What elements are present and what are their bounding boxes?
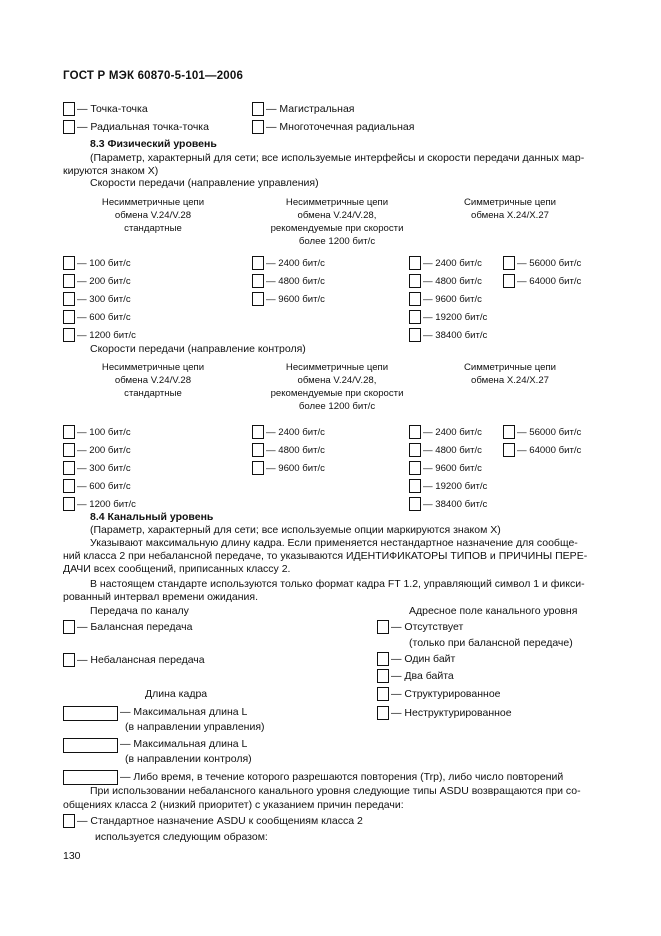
link-p2-line1: В настоящем стандарте используются только формат кадра FT 1.2, управляющий символ 1 и фикси- xyxy=(90,578,585,590)
ctrl-600-label: — 600 бит/с xyxy=(77,312,131,323)
col2-header-line3: рекомендуемые при скорости xyxy=(270,223,404,234)
ctrl-100-checkbox[interactable] xyxy=(63,256,75,270)
mon-rec-2400-checkbox[interactable] xyxy=(252,425,264,439)
mon-sym-2400-checkbox[interactable] xyxy=(409,425,421,439)
ctrl-sym-64000-checkbox[interactable] xyxy=(503,274,515,288)
unbalanced-checkbox[interactable] xyxy=(63,653,75,667)
ctrl-sym-9600-label: — 9600 бит/с xyxy=(423,294,482,305)
link-p1-line1: Указывают максимальную длину кадра. Если применяется нестандартное назначение для сообще- xyxy=(90,537,578,549)
ctrl-rec-2400-label: — 2400 бит/с xyxy=(266,258,325,269)
mon-sym-56000-label: — 56000 бит/с xyxy=(517,427,582,438)
mon-sym-9600-checkbox[interactable] xyxy=(409,461,421,475)
mon-600-label: — 600 бит/с xyxy=(77,481,131,492)
max-length-control-label: — Максимальная длина L xyxy=(120,706,248,718)
link-p1-line2: ний класса 2 при небалансной передаче, то указываются ИДЕНТИФИКАТОРЫ ТИПОВ и ПРИЧИНЫ ПЕРЕ- xyxy=(63,550,588,562)
std-assignment-note: используется следующим образом: xyxy=(95,831,268,843)
col1b-header-line3: стандартные xyxy=(124,388,182,399)
ctrl-rec-9600-checkbox[interactable] xyxy=(252,292,264,306)
col2b-header-line3: рекомендуемые при скорости xyxy=(270,388,404,399)
ctrl-200-label: — 200 бит/с xyxy=(77,276,131,287)
mon-sym-64000-label: — 64000 бит/с xyxy=(517,445,582,456)
ctrl-1200-checkbox[interactable] xyxy=(63,328,75,342)
balanced-label: — Балансная передача xyxy=(77,621,193,633)
ctrl-rec-4800-label: — 4800 бит/с xyxy=(266,276,325,287)
mon-rec-2400-label: — 2400 бит/с xyxy=(266,427,325,438)
mon-200-checkbox[interactable] xyxy=(63,443,75,457)
address-one-byte-label: — Один байт xyxy=(391,653,456,665)
ctrl-sym-38400-checkbox[interactable] xyxy=(409,328,421,342)
address-unstructured-label: — Неструктурированное xyxy=(391,707,512,719)
ctrl-sym-64000-label: — 64000 бит/с xyxy=(517,276,582,287)
col2b-header-line4: более 1200 бит/с xyxy=(298,401,376,412)
mon-200-label: — 200 бит/с xyxy=(77,445,131,456)
std-assignment-label: — Стандартное назначение ASDU к сообщениям класса 2 xyxy=(77,815,363,827)
max-length-control-note: (в направлении управления) xyxy=(125,721,265,733)
link-p2-line2: рованный интервал времени ожидания. xyxy=(63,591,259,603)
col2-header-line2: обмена V.24/V.28, xyxy=(297,210,377,221)
trunk-label: — Магистральная xyxy=(266,103,355,115)
mon-sym-38400-checkbox[interactable] xyxy=(409,497,421,511)
monitor-speeds-title: Скорости передачи (направление контроля) xyxy=(90,343,306,355)
unbalanced-label: — Небалансная передача xyxy=(77,654,205,666)
col1b-header-line2: обмена V.24/V.28 xyxy=(114,375,192,386)
col1b-header-line1: Несимметричные цепи xyxy=(101,362,205,373)
address-title: Адресное поле канального уровня xyxy=(409,605,578,617)
trunk-checkbox[interactable] xyxy=(252,102,264,116)
ctrl-sym-4800-label: — 4800 бит/с xyxy=(423,276,482,287)
document-header: ГОСТ Р МЭК 60870-5-101—2006 xyxy=(63,70,244,82)
repeat-time-input[interactable] xyxy=(63,770,118,785)
address-absent-label: — Отсутствует xyxy=(391,621,464,633)
control-speeds-title: Скорости передачи (направление управления) xyxy=(90,177,319,189)
ctrl-600-checkbox[interactable] xyxy=(63,310,75,324)
col2b-header-line2: обмена V.24/V.28, xyxy=(297,375,377,386)
mon-sym-4800-label: — 4800 бит/с xyxy=(423,445,482,456)
address-two-bytes-label: — Два байта xyxy=(391,670,454,682)
ctrl-1200-label: — 1200 бит/с xyxy=(77,330,136,341)
mon-100-label: — 100 бит/с xyxy=(77,427,131,438)
ctrl-sym-4800-checkbox[interactable] xyxy=(409,274,421,288)
ctrl-sym-56000-label: — 56000 бит/с xyxy=(517,258,582,269)
ctrl-200-checkbox[interactable] xyxy=(63,274,75,288)
multipoint-radial-checkbox[interactable] xyxy=(252,120,264,134)
ctrl-rec-9600-label: — 9600 бит/с xyxy=(266,294,325,305)
ctrl-300-label: — 300 бит/с xyxy=(77,294,131,305)
link-p1-line3: ДАЧИ всех сообщений, приписанных классу 2. xyxy=(63,563,291,575)
max-length-monitor-label: — Максимальная длина L xyxy=(120,738,248,750)
ctrl-sym-2400-label: — 2400 бит/с xyxy=(423,258,482,269)
col1-header-line2: обмена V.24/V.28 xyxy=(114,210,192,221)
max-length-monitor-note: (в направлении контроля) xyxy=(125,753,252,765)
ctrl-100-label: — 100 бит/с xyxy=(77,258,131,269)
address-two-bytes-checkbox[interactable] xyxy=(377,669,389,683)
balanced-checkbox[interactable] xyxy=(63,620,75,634)
mon-rec-9600-checkbox[interactable] xyxy=(252,461,264,475)
mon-sym-9600-label: — 9600 бит/с xyxy=(423,463,482,474)
mon-300-label: — 300 бит/с xyxy=(77,463,131,474)
address-unstructured-checkbox[interactable] xyxy=(377,706,389,720)
address-absent-note: (только при балансной передаче) xyxy=(409,637,573,649)
ctrl-sym-9600-checkbox[interactable] xyxy=(409,292,421,306)
address-structured-checkbox[interactable] xyxy=(377,687,389,701)
mon-sym-19200-label: — 19200 бит/с xyxy=(423,481,488,492)
col3b-header-line1: Симметричные цепи xyxy=(463,362,557,373)
address-one-byte-checkbox[interactable] xyxy=(377,652,389,666)
ctrl-rec-4800-checkbox[interactable] xyxy=(252,274,264,288)
ctrl-sym-19200-label: — 19200 бит/с xyxy=(423,312,488,323)
mon-100-checkbox[interactable] xyxy=(63,425,75,439)
asdu-line2: общениях класса 2 (низкий приоритет) с указанием причин передачи: xyxy=(63,799,404,811)
col3b-header-line2: обмена X.24/X.27 xyxy=(471,375,549,386)
ctrl-sym-19200-checkbox[interactable] xyxy=(409,310,421,324)
mon-sym-38400-label: — 38400 бит/с xyxy=(423,499,488,510)
col2-header-line4: более 1200 бит/с xyxy=(298,236,376,247)
radial-p2p-checkbox[interactable] xyxy=(63,120,75,134)
point-to-point-checkbox[interactable] xyxy=(63,102,75,116)
link-layer-heading: 8.4 Канальный уровень xyxy=(90,511,214,523)
physical-note-line1: (Параметр, характерный для сети; все используемые интерфейсы и скорости передачи данных мар- xyxy=(90,152,585,164)
address-absent-checkbox[interactable] xyxy=(377,620,389,634)
physical-layer-heading: 8.3 Физический уровень xyxy=(90,138,217,150)
col3-header-line1: Симметричные цепи xyxy=(463,197,557,208)
repeat-time-label: — Либо время, в течение которого разрешаются повторения (Trp), либо число повторений xyxy=(120,771,564,783)
point-to-point-label: — Точка-точка xyxy=(77,103,148,115)
mon-sym-64000-checkbox[interactable] xyxy=(503,443,515,457)
max-length-monitor-input[interactable] xyxy=(63,738,118,753)
col1-header-line1: Несимметричные цепи xyxy=(101,197,205,208)
col3-header-line2: обмена X.24/X.27 xyxy=(471,210,549,221)
mon-600-checkbox[interactable] xyxy=(63,479,75,493)
mon-1200-checkbox[interactable] xyxy=(63,497,75,511)
ctrl-sym-56000-checkbox[interactable] xyxy=(503,256,515,270)
link-note: (Параметр, характерный для сети; все используемые опции маркируются знаком X) xyxy=(90,524,501,536)
mon-rec-4800-checkbox[interactable] xyxy=(252,443,264,457)
mon-sym-4800-checkbox[interactable] xyxy=(409,443,421,457)
mon-rec-4800-label: — 4800 бит/с xyxy=(266,445,325,456)
mon-1200-label: — 1200 бит/с xyxy=(77,499,136,510)
ctrl-rec-2400-checkbox[interactable] xyxy=(252,256,264,270)
mon-rec-9600-label: — 9600 бит/с xyxy=(266,463,325,474)
ctrl-sym-38400-label: — 38400 бит/с xyxy=(423,330,488,341)
ctrl-sym-2400-checkbox[interactable] xyxy=(409,256,421,270)
mon-300-checkbox[interactable] xyxy=(63,461,75,475)
ctrl-300-checkbox[interactable] xyxy=(63,292,75,306)
frame-length-title: Длина кадра xyxy=(145,688,208,700)
transfer-title: Передача по каналу xyxy=(90,605,189,617)
std-assignment-checkbox[interactable] xyxy=(63,814,75,828)
address-structured-label: — Структурированное xyxy=(391,688,501,700)
mon-sym-56000-checkbox[interactable] xyxy=(503,425,515,439)
mon-sym-2400-label: — 2400 бит/с xyxy=(423,427,482,438)
col1-header-line3: стандартные xyxy=(124,223,182,234)
mon-sym-19200-checkbox[interactable] xyxy=(409,479,421,493)
col2-header-line1: Несимметричные цепи xyxy=(285,197,389,208)
max-length-control-input[interactable] xyxy=(63,706,118,721)
physical-note-line2: кируются знаком X) xyxy=(63,165,159,177)
multipoint-radial-label: — Многоточечная радиальная xyxy=(266,121,415,133)
page-number: 130 xyxy=(63,850,81,862)
asdu-line1: При использовании небалансного канального уровня следующие типы ASDU возвращаются при со- xyxy=(90,785,581,797)
radial-p2p-label: — Радиальная точка-точка xyxy=(77,121,209,133)
col2b-header-line1: Несимметричные цепи xyxy=(285,362,389,373)
